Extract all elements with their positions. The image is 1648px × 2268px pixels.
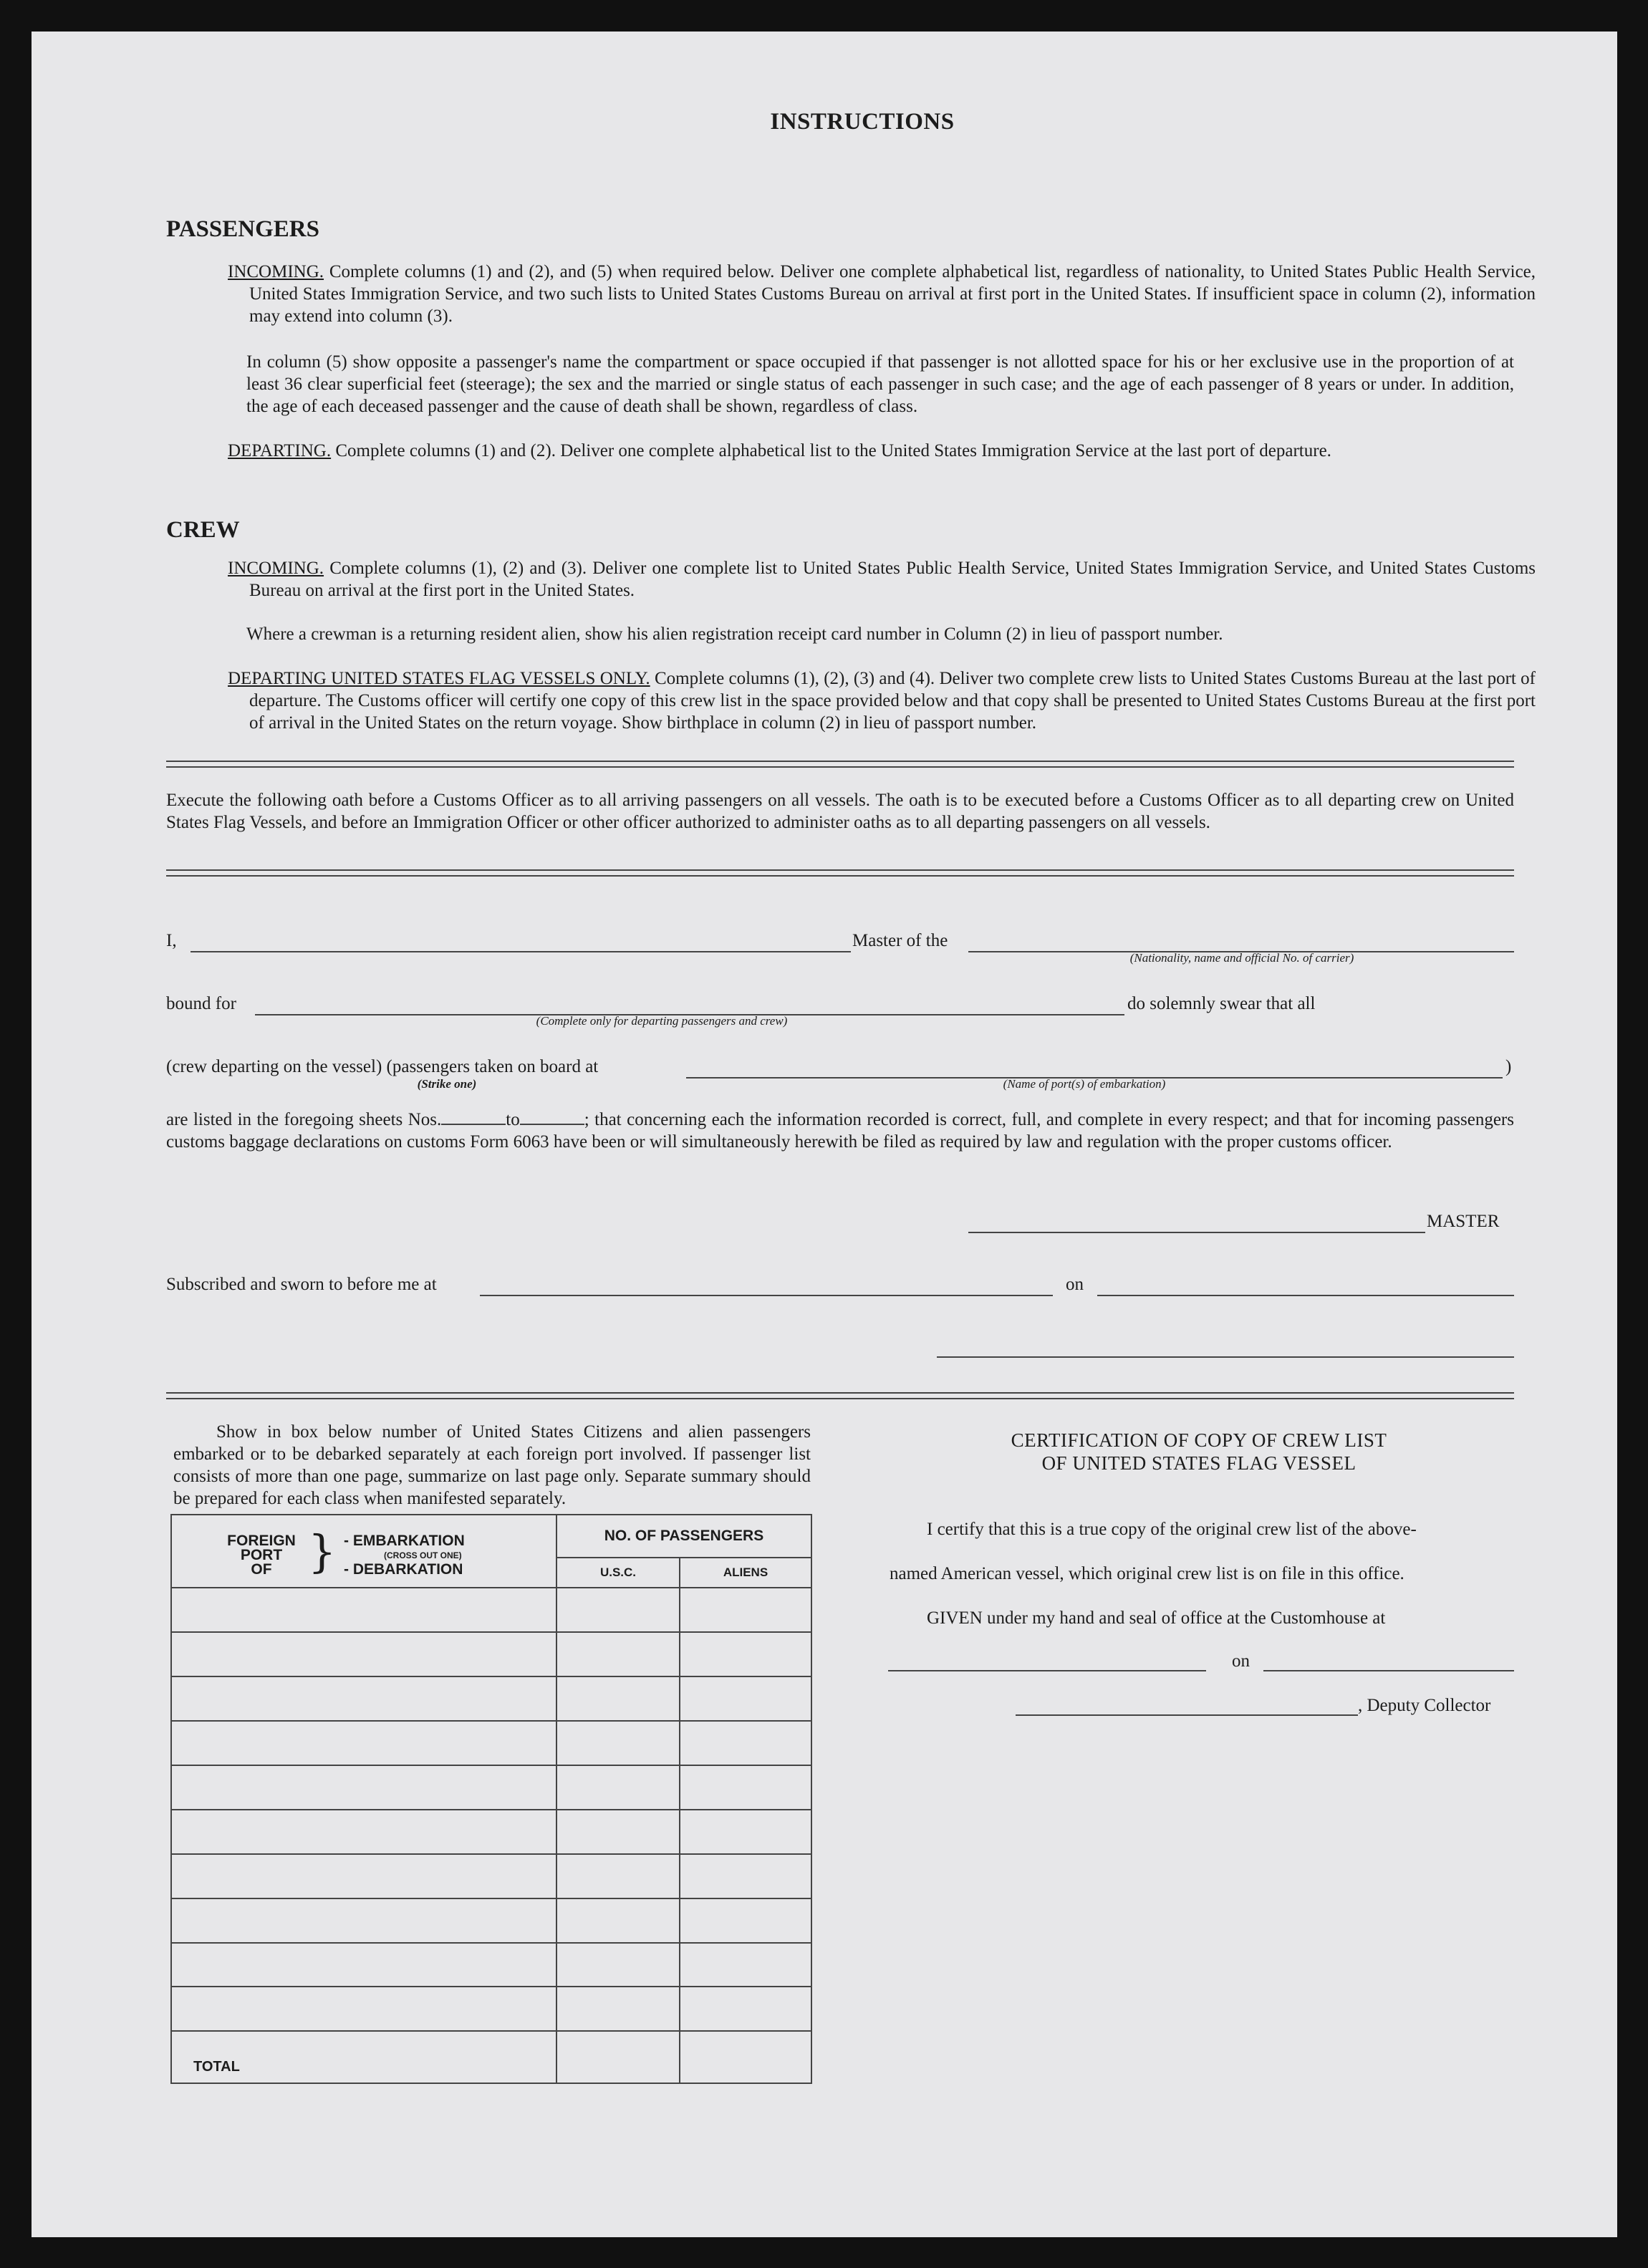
table-row [171,1987,811,2031]
customhouse-field[interactable] [888,1670,1206,1671]
usc-cell[interactable] [556,1588,680,1632]
aliens-cell[interactable] [680,1588,811,1632]
divider [166,761,1514,768]
passengers-incoming-text: Complete columns (1) and (2), and (5) when required below. Deliver one complete alphabetical list, regardless of nationality, to United States Public Health Service, United States Immigration Service, and two such lists to United States Customs Bureau on arrival at first port in the United States. If insufficient space in column (2), information may extend into column (3). [249,262,1536,326]
usc-cell[interactable] [556,1854,680,1898]
crew-incoming-paragraph [228,557,1536,602]
total-aliens-cell[interactable] [680,2031,811,2083]
port-caption: (Name of port(s) of embarkation) [1003,1077,1166,1091]
nationality-caption: (Nationality, name and official No. of carrier) [1129,951,1354,965]
cross-out-note: (CROSS OUT ONE) [384,1550,462,1560]
port-cell[interactable] [171,1632,556,1676]
of-label: OF [251,1561,272,1578]
total-usc-cell[interactable] [556,2031,680,2083]
table-row [171,1898,811,1943]
certification-title-2: OF UNITED STATES FLAG VESSEL [1041,1452,1357,1474]
sheet-to-field[interactable] [520,1124,584,1125]
aliens-cell[interactable] [680,1810,811,1854]
sworn-place-field[interactable] [480,1295,1053,1296]
swear-label: do solemnly swear that all [1127,994,1316,1013]
given-date-field[interactable] [1263,1670,1514,1671]
usc-cell[interactable] [556,1765,680,1810]
passenger-summary-table [170,1514,812,2084]
table-row [171,1676,811,1721]
complete-caption: (Complete only for departing passengers and crew) [536,1014,788,1028]
sworn-date-field[interactable] [1097,1295,1514,1296]
crew-departing-paragraph [228,667,1536,734]
form-page [32,32,1617,2237]
passengers-incoming-label: INCOMING. [228,262,324,281]
total-row [171,2031,811,2083]
total-label-cell [171,2031,556,2083]
aliens-cell[interactable] [680,1943,811,1987]
crew-heading: CREW [166,517,240,543]
foreign-label: FOREIGN [227,1533,296,1549]
table-row [171,1721,811,1765]
usc-cell[interactable] [556,1987,680,2031]
brace-symbol: } [308,1525,337,1578]
certify-line-1: I certify that this is a true copy of the original crew list of the above- [927,1520,1417,1539]
oath-i-label: I, [166,931,177,950]
master-of-label: Master of the [852,931,948,950]
divider [166,869,1514,877]
passengers-heading: PASSENGERS [166,216,319,242]
aliens-header: ALIENS [680,1558,811,1588]
total-label: TOTAL [193,2059,240,2075]
crew-resident-paragraph: Where a crewman is a returning resident alien, show his alien registration receipt card number in Column (2) in lieu of passport number. [246,624,1223,644]
table-row [171,1765,811,1810]
deputy-collector-label: , Deputy Collector [1358,1696,1491,1715]
passengers-departing-paragraph [228,440,1536,462]
usc-cell[interactable] [556,1810,680,1854]
embarkation-option[interactable]: - EMBARKATION [344,1533,465,1549]
port-cell[interactable] [171,1676,556,1721]
given-on-label: on [1232,1651,1250,1671]
usc-cell[interactable] [556,1721,680,1765]
port-cell[interactable] [171,1943,556,1987]
port-header [171,1515,556,1588]
sheet-from-field[interactable] [441,1124,506,1125]
table-row [171,1588,811,1632]
certify-line-2: named American vessel, which original crew list is on file in this office. [890,1564,1404,1583]
aliens-cell[interactable] [680,1632,811,1676]
close-paren: ) [1505,1057,1512,1076]
aliens-cell[interactable] [680,1898,811,1943]
table-header-row [171,1515,811,1558]
page-title: INSTRUCTIONS [770,109,955,135]
bound-for-label: bound for [166,994,236,1013]
usc-cell[interactable] [556,1898,680,1943]
aliens-cell[interactable] [680,1765,811,1810]
usc-cell[interactable] [556,1632,680,1676]
usc-cell[interactable] [556,1676,680,1721]
port-cell[interactable] [171,1588,556,1632]
sheets-nos-label: are listed in the foregoing sheets Nos. [166,1110,442,1129]
master-label: MASTER [1427,1212,1500,1231]
port-cell[interactable] [171,1765,556,1810]
crew-departing-label: DEPARTING UNITED STATES FLAG VESSELS ONLY. [228,669,650,688]
deputy-collector-signature-field[interactable] [1016,1714,1358,1716]
port-cell[interactable] [171,1898,556,1943]
no-of-passengers-header: NO. OF PASSENGERS [556,1515,811,1558]
usc-header: U.S.C. [556,1558,680,1588]
port-cell[interactable] [171,1854,556,1898]
aliens-cell[interactable] [680,1676,811,1721]
passengers-departing-text: Complete columns (1) and (2). Deliver one complete alphabetical list to the United States Immigration Service at the last port of departure. [335,441,1331,460]
oath-intro: Execute the following oath before a Customs Officer as to all arriving passengers on all vessels. The oath is to be executed before a Customs Officer as to all departing crew on United States Flag Vessels, and before an Immigration Officer or other officer authorized to administer oaths as to all departing passengers on all vessels. [166,791,1514,832]
sheets-to-label: to [506,1110,520,1129]
passengers-departing-label: DEPARTING. [228,441,332,460]
crew-incoming-label: INCOMING. [228,559,324,578]
port-label: PORT [240,1547,283,1563]
table-row [171,1943,811,1987]
passengers-column5-paragraph: In column (5) show opposite a passenger's name the compartment or space occupied if that passenger is not allotted space for his or her exclusive use in the proportion of at least 36 clear superficial feet (steerage); the sex and the married or single status of each passenger in such case; and the age of each passenger of 8 years or under. In addition, the age of each deceased passenger and the cause of death shall be shown, regardless of class. [246,352,1514,416]
port-cell[interactable] [171,1721,556,1765]
port-cell[interactable] [171,1987,556,2031]
table-row [171,1854,811,1898]
sworn-on-label: on [1066,1275,1084,1294]
strike-caption: (Strike one) [417,1077,477,1091]
aliens-cell[interactable] [680,1721,811,1765]
certification-title-1: CERTIFICATION OF COPY OF CREW LIST [1011,1429,1387,1451]
crew-departing-label: (crew departing on the vessel) (passengers taken on board at [166,1057,599,1076]
aliens-cell[interactable] [680,1854,811,1898]
sheets-paragraph [166,1109,1514,1153]
crew-departing-text: Complete columns (1), (2), (3) and (4). Deliver two complete crew lists to United States Customs Bureau at the last port of departure. The Customs officer will certify one copy of this crew list in the space provided below and that copy shall be presented to United States Customs Bureau at the first port of arrival in the United States on the return voyage. Show birthplace in column (2) in lieu of passport number. [249,669,1536,733]
passengers-incoming-paragraph [228,261,1536,327]
sheets-statement: ; that concerning each the information recorded is correct, full, and complete in every respect; and that for incoming passengers customs baggage declarations on customs Form 6063 have been or will simultaneously herewith be filed as required by law and regulation with the proper customs officer. [166,1110,1514,1152]
summary-instructions: Show in box below number of United States Citizens and alien passengers embarked or to be debarked separately at each foreign port involved. If passenger list consists of more than one page, summarize on last page only. Separate summary should be prepared for each class when manifested separately. [173,1422,811,1508]
officer-signature-field[interactable] [937,1356,1514,1358]
master-name-field[interactable] [191,951,851,952]
usc-cell[interactable] [556,1943,680,1987]
debarkation-option[interactable]: - DEBARKATION [344,1561,463,1578]
port-cell[interactable] [171,1810,556,1854]
subscribed-label: Subscribed and sworn to before me at [166,1275,437,1294]
table-row [171,1632,811,1676]
crew-incoming-text: Complete columns (1), (2) and (3). Deliver one complete list to United States Public Health Service, United States Immigration Service, and United States Customs Bureau on arrival at the first port in the United States. [249,559,1536,600]
master-signature-field[interactable] [968,1232,1425,1233]
divider [166,1392,1514,1399]
aliens-cell[interactable] [680,1987,811,2031]
given-line: GIVEN under my hand and seal of office at the Customhouse at [927,1608,1386,1628]
table-row [171,1810,811,1854]
